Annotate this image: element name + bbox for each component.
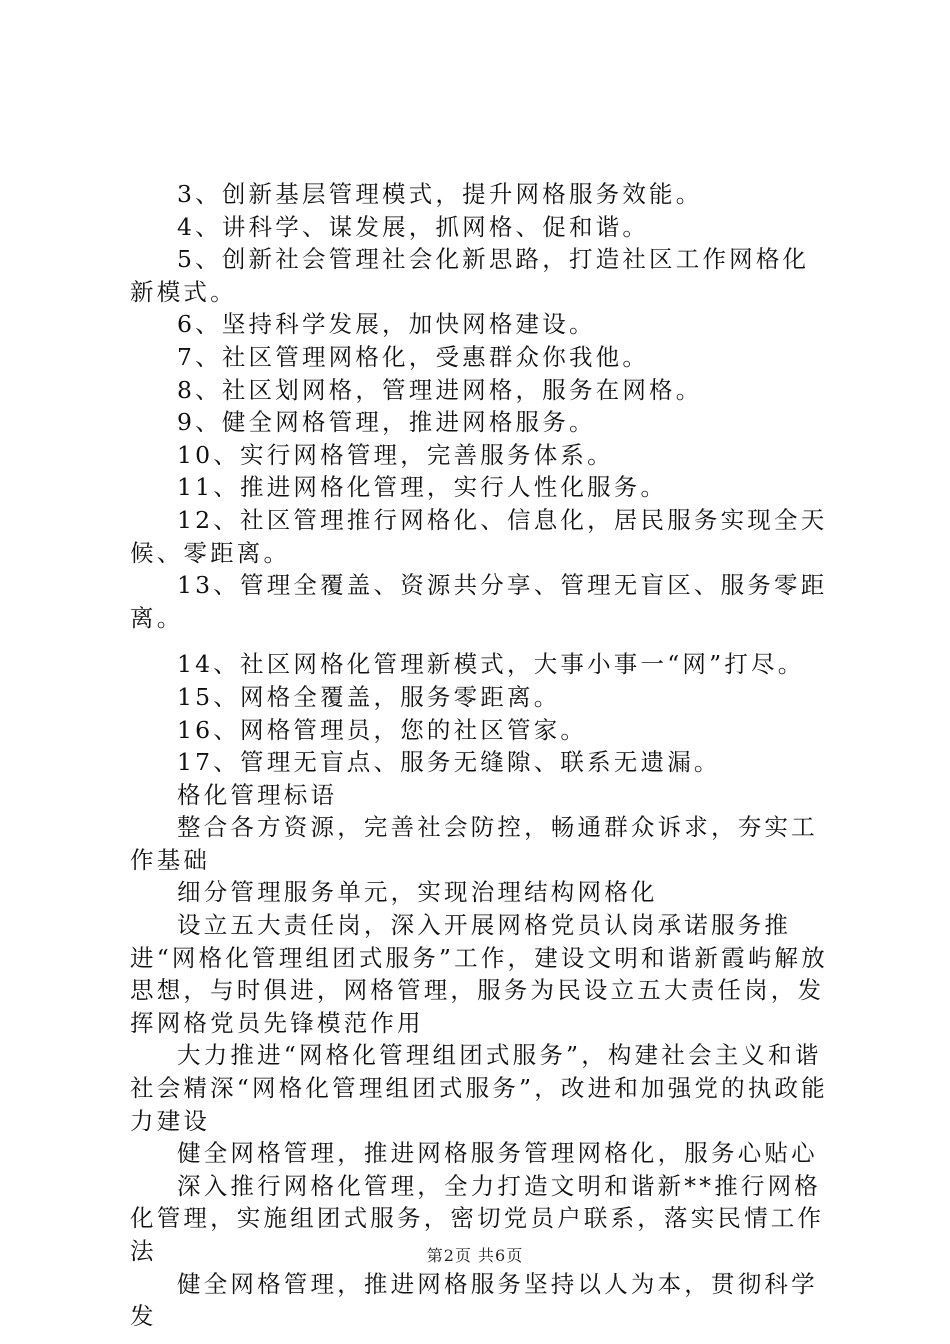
paragraph-8: 8、社区划网格，管理进网格，服务在网格。 <box>177 375 703 404</box>
paragraph-16: 16、网格管理员，您的社区管家。 <box>177 715 588 744</box>
slogan-paragraph: 深入推行网格化管理，全力打造文明和谐新**推行网格化管理，实施组团式服务，密切党员户联系，落实民情工作法 <box>130 1171 825 1265</box>
paragraph-7: 7、社区管理网格化，受惠群众你我他。 <box>177 342 650 371</box>
paragraph-4: 4、讲科学、谋发展，抓网格、促和谐。 <box>177 212 650 241</box>
paragraph-5: 5、创新社会管理社会化新思路，打造社区工作网格化新模式。 <box>130 245 810 306</box>
slogan-paragraph: 健全网格管理，推进网格服务坚持以人为本，贯彻科学发 <box>130 1269 818 1331</box>
slogan-paragraph: 健全网格管理，推进网格服务管理网格化，服务心贴心 <box>177 1139 818 1168</box>
paragraph-10: 10、实行网格管理，完善服务体系。 <box>177 440 614 469</box>
paragraph-spacer <box>130 634 835 648</box>
slogan-paragraph: 设立五大责任岗，深入开展网格党员认岗承诺服务推进“网格化管理组团式服务”工作，建设文明和谐新霞屿解放思想，与时俱进，网格管理，服务为民设立五大责任岗，发挥网格党员先锋模范作用 <box>130 911 828 1037</box>
slogan-paragraph: 大力推进“网格化管理组团式服务”，构建社会主义和谐社会精深“网格化管理组团式服务”，改进和加强党的执政能力建设 <box>130 1041 828 1135</box>
paragraph-6: 6、坚持科学发展，加快网格建设。 <box>177 310 596 339</box>
paragraph-12: 12、社区管理推行网格化、信息化，居民服务实现全天候、零距离。 <box>130 505 828 567</box>
paragraph-11: 11、推进网格化管理，实行人性化服务。 <box>177 473 668 502</box>
slogan-paragraph: 整合各方资源，完善社会防控，畅通群众诉求，夯实工作基础 <box>130 813 818 874</box>
paragraph-14: 14、社区网格化管理新模式，大事小事一“网”打尽。 <box>177 650 805 679</box>
paragraph-15: 15、网格全覆盖，服务零距离。 <box>177 682 561 711</box>
section-heading: 格化管理标语 <box>177 780 338 809</box>
paragraph-3: 3、创新基层管理模式，提升网格服务效能。 <box>177 180 703 208</box>
slogan-paragraph: 细分管理服务单元，实现治理结构网格化 <box>177 878 658 907</box>
page-number-footer: 第2页 共6页 <box>426 1246 524 1265</box>
paragraph-17: 17、管理无盲点、服务无缝隙、联系无遗漏。 <box>177 748 721 777</box>
document-body <box>130 178 835 1333</box>
paragraph-13: 13、管理全覆盖、资源共分享、管理无盲区、服务零距离。 <box>130 571 828 632</box>
paragraph-9: 9、健全网格管理，推进网格服务。 <box>177 408 596 437</box>
